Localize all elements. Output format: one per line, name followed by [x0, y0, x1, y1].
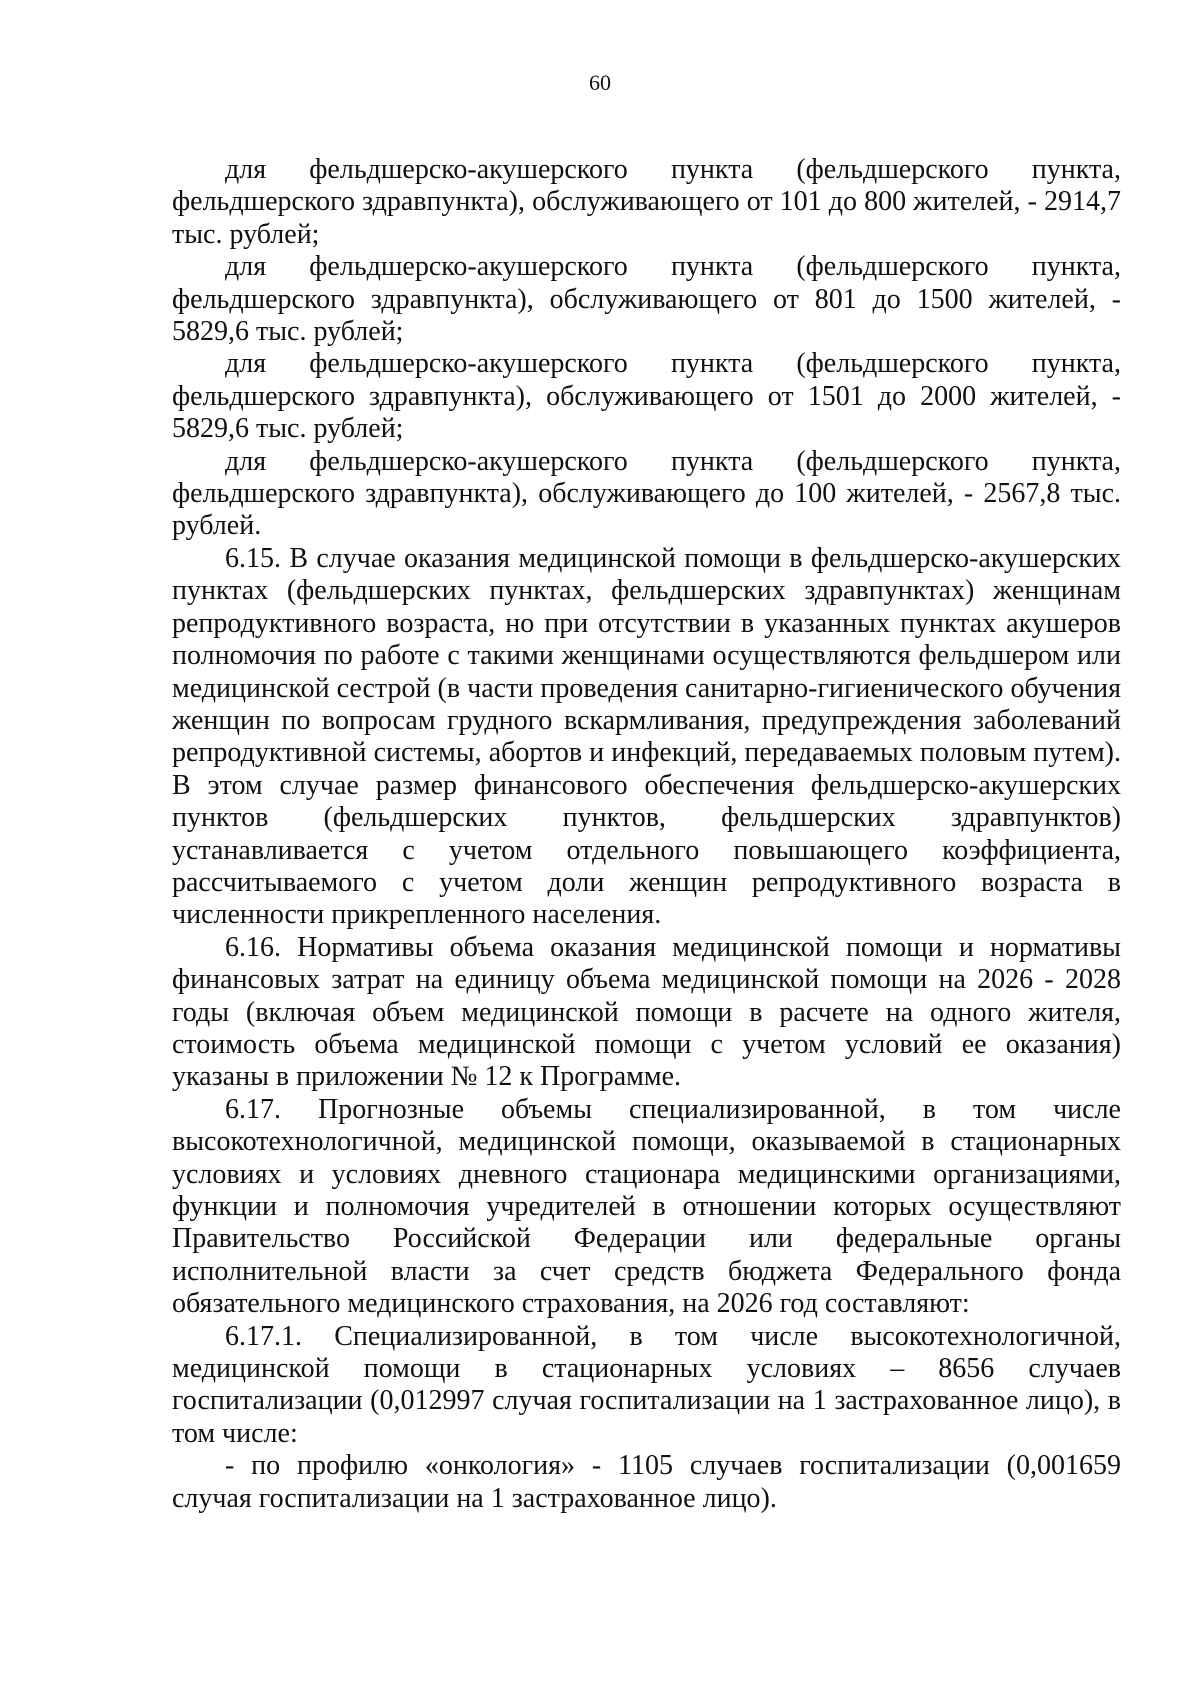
page-number: 60 [589, 70, 611, 95]
paragraph-6-16: 6.16. Нормативы объема оказания медицинской помощи и нормативы финансовых затрат на единицу объема медицинской помощи на 2026 - 2028 годы (включая объем медицинской помощи в расчете на одного жителя, стоимость объема медицинской помощи с учетом условий ее оказания) указаны в приложении № 12 к Программе. [172, 931, 1121, 1093]
paragraph-fap-1501-2000: для фельдшерско-акушерского пункта (фельдшерского пункта, фельдшерского здравпункта), обслуживающего от 1501 до 2000 жителей, - 5829,6 тыс. рублей; [172, 348, 1121, 445]
paragraph-fap-101-800: для фельдшерско-акушерского пункта (фельдшерского пункта, фельдшерского здравпункта), обслуживающего от 101 до 800 жителей, - 2914,7 тыс. рублей; [172, 154, 1121, 250]
paragraph-fap-up-to-100: для фельдшерско-акушерского пункта (фельдшерского пункта, фельдшерского здравпункта), обслуживающего до 100 жителей, - 2567,8 тыс. рублей. [172, 445, 1121, 542]
paragraph-fap-801-1500: для фельдшерско-акушерского пункта (фельдшерского пункта, фельдшерского здравпункта), обслуживающего от 801 до 1500 жителей, - 5829,6 тыс. рублей; [172, 251, 1121, 348]
paragraph-6-17-1: 6.17.1. Специализированной, в том числе высокотехнологичной, медицинской помощи в стационарных условиях – 8656 случаев госпитализации (0,012997 случая госпитализации на 1 застрахованное лицо), в том числе: [172, 1320, 1121, 1449]
paragraph-6-15: 6.15. В случае оказания медицинской помощи в фельдшерско-акушерских пунктах (фельдшерских пунктах, фельдшерских здравпунктах) женщинам репродуктивного возраста, но при отсутствии в указанных пунктах акушеров полномочия по работе с такими женщинами осуществляются фельдшером или медицинской сестрой (в части проведения санитарно-гигиенического обучения женщин по вопросам грудного вскармливания, предупреждения заболеваний репродуктивной системы, абортов и инфекций, передаваемых половым путем). В этом случае размер финансового обеспечения фельдшерско-акушерских пунктов (фельдшерских пунктов, фельдшерских здравпунктов) устанавливается с учетом отдельного повышающего коэффициента, рассчитываемого с учетом доли женщин репродуктивного возраста в численности прикрепленного населения. [172, 542, 1121, 931]
paragraph-6-17: 6.17. Прогнозные объемы специализированной, в том числе высокотехнологичной, медицинской помощи, оказываемой в стационарных условиях и условиях дневного стационара медицинскими организациями, функции и полномочия учредителей в отношении которых осуществляют Правительство Российской Федерации или федеральные органы исполнительной власти за счет средств бюджета Федерального фонда обязательного медицинского страхования, на 2026 год составляют: [172, 1093, 1121, 1320]
document-body [172, 154, 1121, 1515]
paragraph-oncology: - по профилю «онкология» - 1105 случаев госпитализации (0,001659 случая госпитализации на 1 застрахованное лицо). [172, 1450, 1121, 1514]
